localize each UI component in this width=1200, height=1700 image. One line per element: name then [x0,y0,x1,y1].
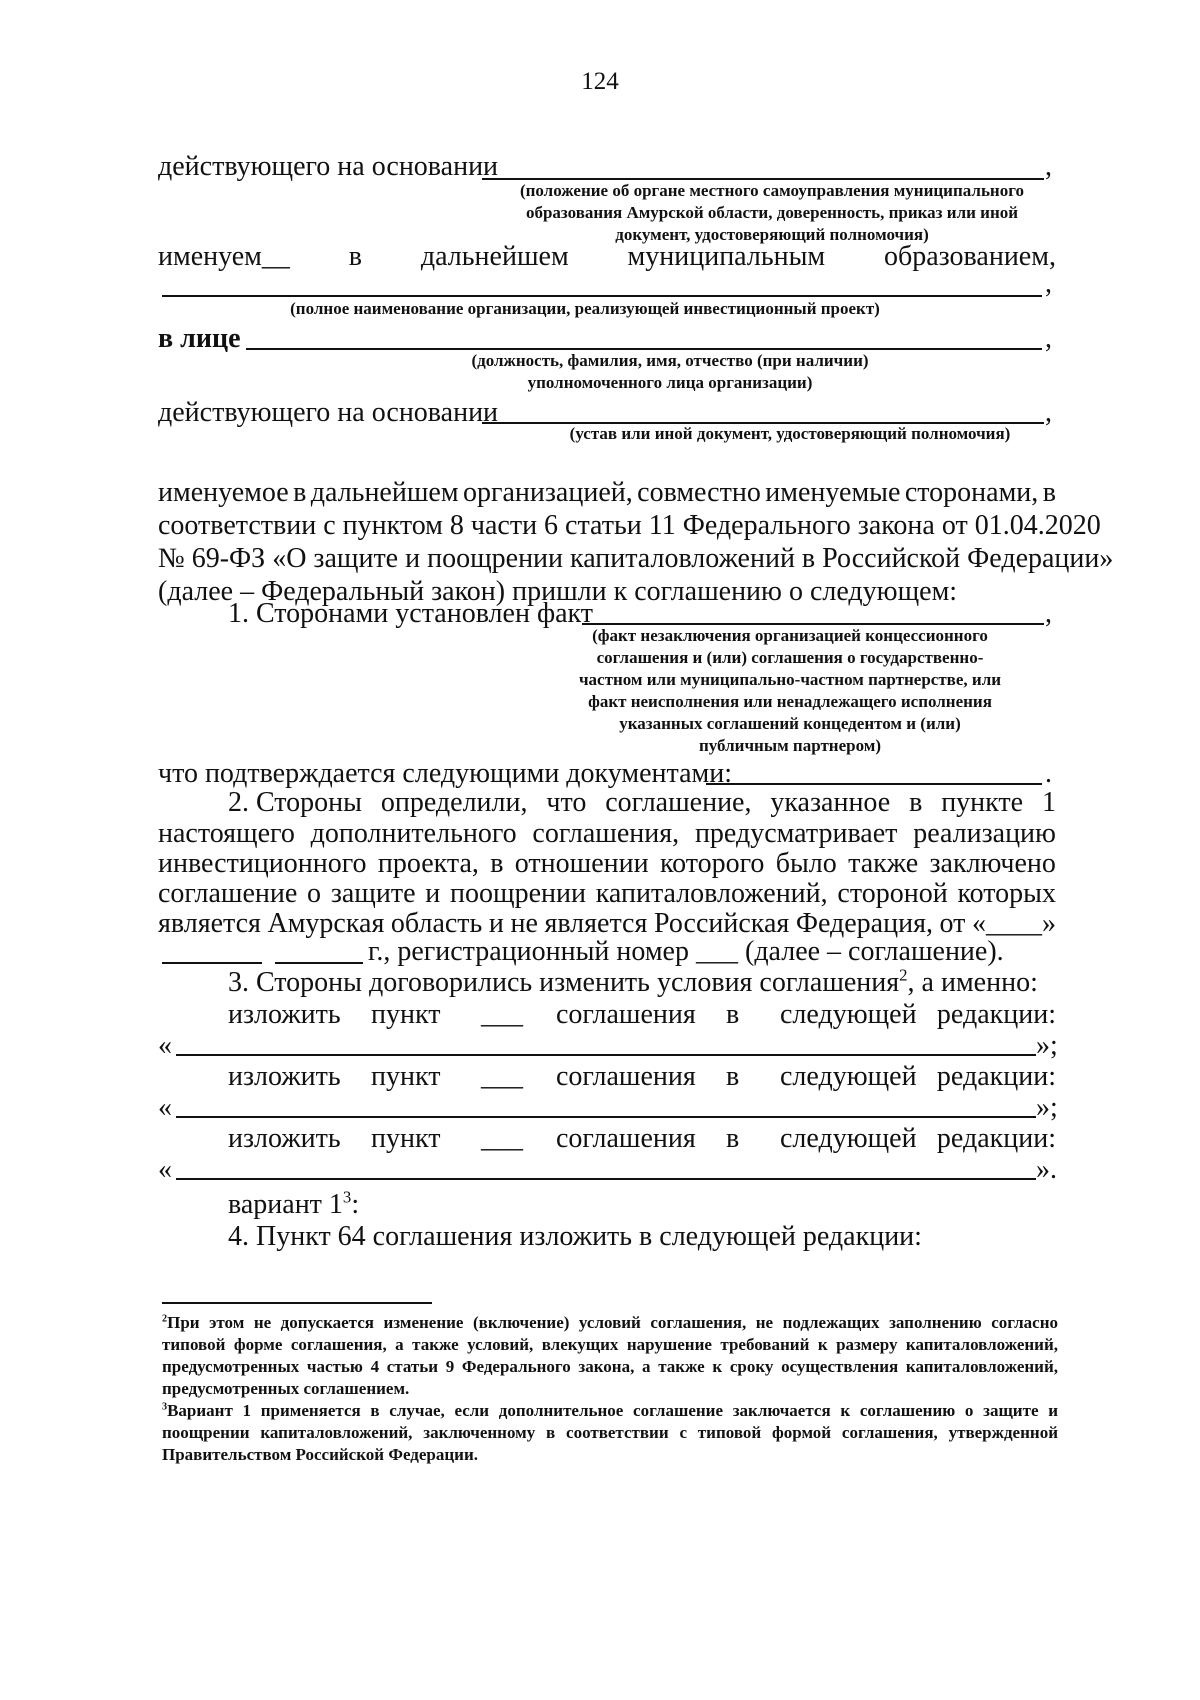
item2-year-blank[interactable] [275,962,363,964]
named-word-5: образованием, [883,241,1056,272]
row-word: изложить [228,1061,341,1092]
item2-word: что [546,787,587,818]
footnote-2-text: При этом не допускается изменение (включение) условий соглашения, не подлежащих заполнению согласно типовой форме соглашения, а также условий, влекущих нарушение требований к размеру капиталовложений, предусмотренных частью 4 статьи 9 Федерального закона, а также к сроку осуществления капиталовложений, предусмотренных соглашением. [162,1313,1058,1398]
item2-word: в [909,787,923,818]
person-comma: , [1045,323,1052,354]
row-word: пункт [371,1061,441,1092]
open-quote-2: « [158,1092,172,1123]
item2-word: является [158,908,261,939]
item2-word: проекта, [377,848,479,879]
row-word: редакции: [936,1123,1056,1154]
item3-intro-end: , а именно: [907,967,1038,998]
person-hint-line-1: (должность, фамилия, имя, отчество (при наличии) [471,351,869,370]
item3-intro-text: 3. Стороны договорились изменить условия соглашения [228,967,900,998]
item1-hint-line: (факт незаключения организацией концессионного [592,626,988,645]
basis1-hint-line-1: (положение об органе местного самоуправления муниципального [519,181,1025,200]
named-word-4: муниципальным [627,241,826,272]
intro-word: в [293,477,307,508]
person-hint [380,350,960,394]
item2-word: соглашение, [605,787,752,818]
intro-line-4: (далее – Федеральный закон) пришли к соглашению о следующем: [158,576,958,607]
item2-word: Федерация, [795,908,933,939]
item1-hint-line: частном или муниципально-частном партнерстве, или [578,670,1002,689]
row-word: в [726,1123,740,1154]
item2-word: Амурская [267,908,385,939]
close-quote-3: ». [1036,1154,1057,1185]
item2-word: стороной [837,878,948,909]
basis2-hint: (устав или иной документ, удостоверяющий полномочия) [569,424,1011,443]
item2-word: и [425,878,441,909]
row-word: следующей [780,1061,917,1092]
item4-text: 4. Пункт 64 соглашения изложить в следующей редакции: [228,1221,922,1252]
item2-word: не [510,908,538,939]
row-word: изложить [228,1123,341,1154]
page-number: 124 [581,68,619,95]
item2-word: было [775,848,837,879]
basis1-hint-line-2: образования Амурской области, доверенность, приказ или иной [525,203,1019,222]
item2-word: указанное [770,787,891,818]
item2-word: которого [659,848,765,879]
intro-line-2: соответствии с пунктом 8 части 6 статьи 11 Федерального закона от 01.04.2020 [158,510,1101,541]
item2-word: поощрении [450,878,586,909]
item2-word: пункте [941,787,1024,818]
item2-word: также [848,848,919,879]
footnote-3 [162,1400,1058,1466]
item2-word: определили, [380,787,528,818]
named-word-2: в [348,241,363,272]
item1-docs-end: . [1045,758,1052,789]
item1-docs-blank[interactable] [706,783,1042,785]
row-word: в [726,999,740,1030]
close-quote-2: »; [1036,1092,1058,1123]
intro-word: в [1042,477,1056,508]
row-word: редакции: [936,999,1056,1030]
row-word: соглашения [556,999,696,1030]
item2-line-6: г., регистрационный номер ___ (далее – соглашение). [368,936,1004,967]
item2-line-3 [158,847,1056,880]
item1-hint-line: факт неисполнения или ненадлежащего исполнения [588,692,992,711]
item2-word: от [939,908,966,939]
item2-word: заключено [929,848,1056,879]
item2-word: капиталовложений, [595,878,828,909]
footnote-2 [162,1312,1058,1400]
item2-word: является [544,908,648,939]
item1-hint-line: соглашения и (или) соглашения о государственно- [596,648,984,667]
intro-word: совместно [637,477,761,508]
variant-label [228,1188,359,1221]
person-label: в лице [158,323,241,354]
intro-line-1 [158,476,1056,509]
item2-word: о [307,878,322,909]
item3-blank-1[interactable] [176,1054,1036,1056]
footnote-3-text: Вариант 1 применяется в случае, если дополнительное соглашение заключается к соглашению о защите и поощрении капиталовложений, заключенному в соответствии с типовой формой соглашения, утвержденной Правительством Российской Федерации. [162,1401,1058,1464]
item2-line-1 [228,786,1056,819]
item2-month-blank[interactable] [162,962,262,964]
named-word-3: дальнейшем [420,241,569,272]
item3-blank-2[interactable] [176,1116,1036,1118]
item2-line-2 [158,817,1056,850]
row-word: пункт [371,1123,441,1154]
item2-line-4 [158,877,1056,910]
item2-word: 2. Стороны [228,787,362,818]
intro-word: сторонами, [904,477,1039,508]
basis1-comma: , [1045,151,1052,182]
variant-end: : [351,1189,360,1220]
item2-word: область [390,908,483,939]
row-word: следующей [780,1123,917,1154]
item2-word: 1 [1041,787,1056,818]
item2-word: соглашения, [532,818,680,849]
item2-word: в [490,848,504,879]
footnote-2-mark: 2 [162,1313,168,1325]
item3-intro [228,966,1038,999]
item2-word: реализацию [913,818,1056,849]
item2-word: защите [330,878,416,909]
intro-word: дальнейшем [310,477,459,508]
row-word: в [726,1061,740,1092]
basis1-hint-line-3: документ, удостоверяющий полномочия) [615,225,929,244]
item1-docs-label: что подтверждается следующими документами: [158,758,732,789]
organization-blank[interactable] [162,295,1042,297]
item1-label: 1. Сторонами установлен факт [228,598,593,629]
item3-blank-3[interactable] [176,1178,1036,1180]
item2-word: настоящего [158,818,295,849]
item3-row-3 [228,1122,1056,1155]
item2-word: дополнительного [310,818,517,849]
row-word: редакции: [936,1061,1056,1092]
intro-line-3: № 69-ФЗ «О защите и поощрении капиталовложений в Российской Федерации» [158,543,1114,574]
row-word: соглашения [556,1061,696,1092]
row-word: пункт [371,999,441,1030]
intro-word: организацией, [462,477,633,508]
row-word: соглашения [556,1123,696,1154]
named-line [158,240,1056,273]
item2-word: Российская [653,908,790,939]
named-word-1: именуем__ [158,241,290,272]
row-word: следующей [780,999,917,1030]
person-hint-line-2: уполномоченного лица организации) [527,373,813,392]
row-word: изложить [228,999,341,1030]
basis2-comma: , [1045,397,1052,428]
basis1-hint [482,180,1062,246]
item1-hint-line: указанных соглашений концедентом и (или) [619,714,961,733]
item3-row-1 [228,998,1056,1031]
item2-word: предусматривает [694,818,898,849]
open-quote-3: « [158,1154,172,1185]
organization-hint: (полное наименование организации, реализующей инвестиционный проект) [290,299,880,318]
footnote-separator [162,1302,432,1304]
item2-word: которых [957,878,1056,909]
organization-comma: , [1045,268,1052,299]
item2-word: соглашение [158,878,298,909]
item3-row-2 [228,1060,1056,1093]
intro-word: именуемое [158,477,289,508]
variant-text: вариант 1 [228,1189,343,1220]
item2-word: отношении [514,848,649,879]
item1-comma: , [1045,598,1052,629]
item1-hint [560,625,1020,757]
basis1-label: действующего на основании [158,151,499,182]
item2-word: инвестиционного [158,848,367,879]
footnote-ref-3[interactable]: 3 [342,1187,352,1207]
item1-hint-line: публичным партнером) [698,736,882,755]
footnote-3-mark: 3 [162,1401,168,1413]
row-word: ___ [481,1061,523,1092]
close-quote-1: »; [1036,1030,1058,1061]
open-quote-1: « [158,1030,172,1061]
row-word: ___ [481,999,523,1030]
item2-word: «____» [972,908,1056,939]
row-word: ___ [481,1123,523,1154]
footnote-ref-2[interactable]: 2 [899,965,908,985]
basis2-label: действующего на основании [158,397,499,428]
item2-word: и [488,908,504,939]
intro-word: именуемые [765,477,901,508]
